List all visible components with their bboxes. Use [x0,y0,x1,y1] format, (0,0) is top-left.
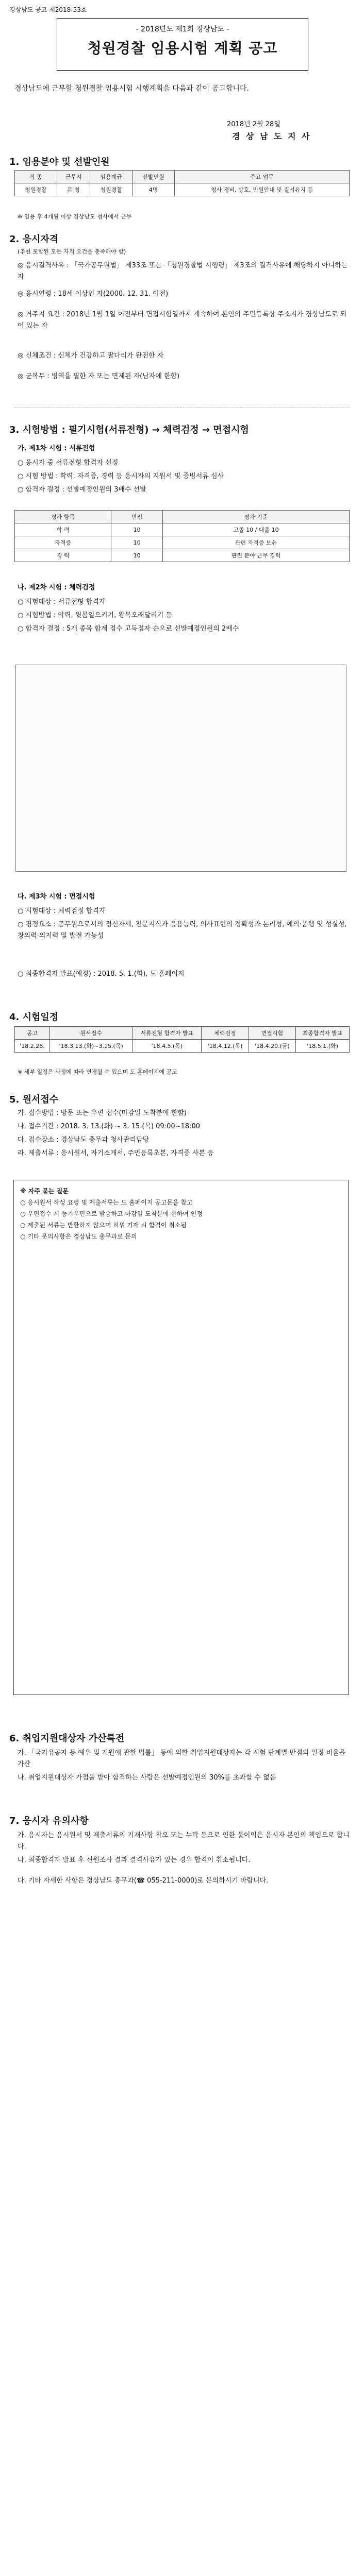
table-cell: '18.3.13.(화)~3.15.(목) [49,1040,132,1053]
table-evaluation [14,510,350,562]
table-cell: 경 력 [15,549,111,562]
table-cell: 4명 [133,183,175,196]
step2-line: ○ 합격자 결정 : 5개 종목 합계 점수 고득점자 순으로 선발예정인원의 2배수 [18,625,239,633]
faq-box [13,1180,349,1695]
step1-title: 가. 제1차 시험 : 서류전형 [18,445,95,452]
section2-title: 2. 응시자격 [9,234,59,245]
step1-line: ○ 응시자 중 서류전형 합격자 선정 [18,459,119,467]
table-cell: 10 [111,523,163,536]
table-cell: '18.2.28. [15,1040,50,1053]
table-header: 평가 기준 [163,511,350,523]
title-box [57,18,308,71]
table-cell: 청원경찰 [15,183,57,196]
table-header: 임용계급 [90,171,133,183]
table-header: 서류전형 합격자 발표 [133,1027,202,1040]
section5-title: 5. 원서접수 [9,1094,59,1105]
table-cell: 자격증 [15,536,111,549]
table-note: ※ 임용 후 4개월 이상 경상남도 청사에서 근무 [18,213,132,220]
table-cell: 10 [111,536,163,549]
section7-line: 다. 기타 자세한 사항은 경상남도 총무과(☎ 055-211-0000)로 문의하시기 바랍니다. [18,1877,269,1885]
faq-line: ○ 응시원서 작성 요령 및 제출서류는 도 홈페이지 공고문을 참고 [20,1199,193,1206]
notice-number: 경상남도 공고 제2018-53호 [9,6,87,13]
table-header: 주요 업무 [174,171,349,183]
section5-line: 나. 접수기간 : 2018. 3. 13.(화) ~ 3. 15.(목) 09:00~18:00 [18,1123,200,1130]
step3-title: 다. 제3차 시험 : 면접시험 [18,893,95,901]
table-header: 직 종 [15,171,57,183]
faq-line: ○ 기타 문의사항은 경상남도 총무과로 문의 [20,1233,137,1240]
notice-date: 2018년 2월 28일 [227,121,280,128]
faq-line: ○ 우편접수 시 등기우편으로 발송하고 마감일 도착분에 한하여 인정 [20,1210,203,1217]
table-cell: 고졸 10 / 대졸 10 [163,523,350,536]
table-cell: 10 [111,549,163,562]
section2-line: ◎ 군복무 : 병역을 필한 자 또는 면제된 자(남자에 한함) [18,372,180,380]
table-recruitment [14,170,350,196]
table-cell: 본 청 [57,183,90,196]
section7-line: 가. 응시자는 응시원서 및 제출서류의 기재사항 착오 또는 누락 등으로 인한 불이익은 응시자 본인의 책임으로 합니다. [18,1832,350,1851]
divider [14,407,350,408]
title-small: - 2018년도 제1회 경상남도 - [136,25,229,33]
step1-line: ○ 시험 방법 : 학력, 자격증, 경력 등 응시자의 지원서 및 증빙서류 심사 [18,472,224,480]
table-header: 만점 [111,511,163,523]
table-header: 원서접수 [49,1027,132,1040]
section2-line: ◎ 거주지 요건 : 2018년 1월 1일 이전부터 면접시험일까지 계속하여 본인의 주민등록상 주소지가 경상남도로 되어 있는 자 [18,311,347,330]
table-cell: 청원경찰 [90,183,133,196]
intro-text: 경상남도에 근무할 청원경찰 임용시험 시행계획을 다음과 같이 공고합니다. [14,84,249,93]
section2-line: ◎ 응시결격사유 : 「국가공무원법」 제33조 또는 「청원경찰법 시행령」 제3조의 결격사유에 해당하지 아니하는 자 [18,262,348,281]
table-header: 면접시험 [249,1027,295,1040]
step2-line: ○ 시험대상 : 서류전형 합격자 [18,598,106,606]
table-header: 체력검정 [202,1027,249,1040]
faq-title: ※ 자주 묻는 질문 [20,1188,69,1195]
table-cell: '18.4.20.(금) [249,1040,295,1053]
section6-line: 가. 「국가유공자 등 예우 및 지원에 관한 법률」 등에 의한 취업지원대상자는 각 시험 단계별 만점의 일정 비율을 가산 [18,1749,346,1768]
step2-line: ○ 시험방법 : 악력, 윗몸일으키기, 왕복오래달리기 등 [18,612,172,619]
step1-line: ○ 합격자 결정 : 선발예정인원의 3배수 선발 [18,486,146,494]
section2-line: ◎ 신체조건 : 신체가 건강하고 팔다리가 완전한 자 [18,352,164,360]
section1-title: 1. 임용분야 및 선발인원 [9,157,110,167]
section7-title: 7. 응시자 유의사항 [9,1816,89,1826]
table-schedule [14,1026,350,1053]
section5-line: 라. 제출서류 : 응시원서, 자기소개서, 주민등록초본, 자격증 사본 등 [18,1149,214,1157]
table-header: 평가 항목 [15,511,111,523]
section5-line: 가. 접수방법 : 방문 또는 우편 접수(마감일 도착분에 한함) [18,1109,187,1117]
table-cell: '18.4.12.(목) [202,1040,249,1053]
section2-line: ◎ 응시연령 : 18세 이상인 자(2000. 12. 31. 이전) [18,290,169,298]
faq-line: ○ 제출된 서류는 반환하지 않으며 허위 기재 시 합격이 취소됨 [20,1222,187,1229]
section7-line: 나. 최종합격자 발표 후 신원조사 결과 결격사유가 있는 경우 합격이 취소됩니다. [18,1856,251,1864]
table-cell: 청사 경비, 방호, 민원안내 및 질서유지 등 [174,183,349,196]
section3-title: 3. 시험방법 : 필기시험(서류전형) → 체력검정 → 면접시험 [9,425,249,435]
table-cell: 관련 자격증 보유 [163,536,350,549]
step3-line: ○ 시험대상 : 체력검정 합격자 [18,907,106,915]
table-cell: '18.5.1.(화) [296,1040,350,1053]
section4-title: 4. 시험일정 [9,1012,59,1023]
page-title: 청원경찰 임용시험 계획 공고 [87,40,278,57]
step2-title: 나. 제2차 시험 : 체력검정 [18,584,95,591]
table-header: 공고 [15,1027,50,1040]
table-header: 근무지 [57,171,90,183]
fitness-standard-table-image [15,665,346,872]
section2-subtitle: (추천 포함된 모든 자격 요건을 충족해야 함) [18,248,126,255]
step3-line: ○ 최종합격자 발표(예정) : 2018. 5. 1.(화), 도 홈페이지 [18,970,185,978]
table-cell: 학 력 [15,523,111,536]
table-cell: '18.4.5.(목) [133,1040,202,1053]
table-note: ※ 세부 일정은 사정에 따라 변경될 수 있으며 도 홈페이지에 공고 [18,1069,177,1075]
table-header: 최종합격자 발표 [296,1027,350,1040]
section6-line: 나. 취업지원대상자 가점을 받아 합격하는 사람은 선발예정인원의 30%를 초과할 수 없음 [18,1774,276,1782]
step3-line: ○ 평정요소 : 공무원으로서의 정신자세, 전문지식과 응용능력, 의사표현의 정확성과 논리성, 예의·품행 및 성실성, 창의력·의지력 및 발전 가능성 [18,921,347,940]
table-cell: 관련 분야 근무 경력 [163,549,350,562]
organization-name: 경 상 남 도 지 사 [232,131,311,141]
section6-title: 6. 취업지원대상자 가산특전 [9,1733,125,1744]
table-header: 선발인원 [133,171,175,183]
section5-line: 다. 접수장소 : 경상남도 총무과 청사관리담당 [18,1136,150,1144]
